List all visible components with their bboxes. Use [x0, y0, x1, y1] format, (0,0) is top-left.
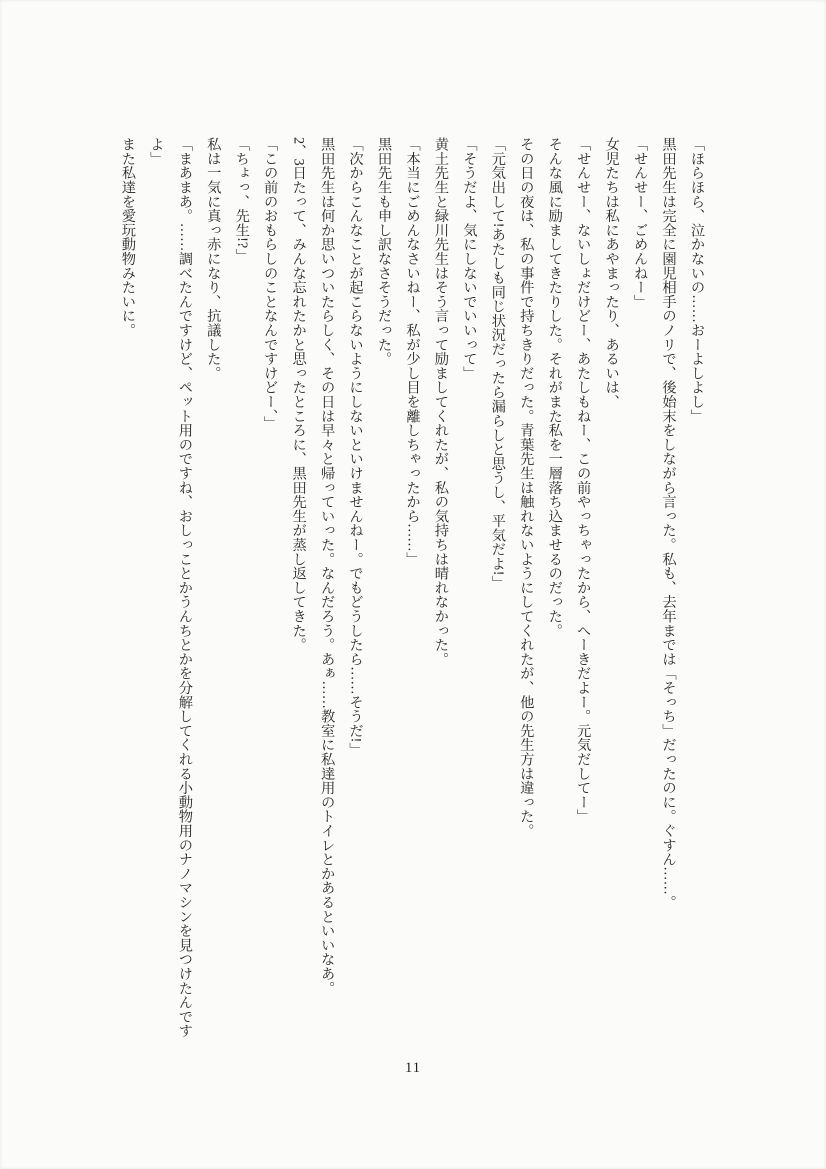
text-line: 「元気出して!あたしも同じ状況だったら漏らしと思うし、平気だよ!」 [489, 137, 506, 590]
text-line: 黒田先生は完全に園児相手のノリで、後始末をしながら言った。私も、去年までは「そっち」だったのに。ぐすん……。 [660, 137, 677, 910]
text-line: 「そうだよ、気にしないでいいって」 [461, 137, 478, 381]
text-line: 黄土先生と緑川先生はそう言って励ましてくれたが、私の気持ちは晴れなかった。 [432, 137, 449, 667]
page-number: 11 [405, 1060, 421, 1076]
text-line: 黒田先生は何か思いついたらしく、その日は早々と帰っていった。なんだろう。あぁ……教室に私達用のトイレとかあるといいなあ。 [319, 137, 336, 995]
text-line: 「本当にごめんなさいねー、私が少し目を離しちゃったから……」 [404, 137, 421, 566]
vertical-text-block [113, 137, 711, 1042]
text-line: 「せんせー、ないしょだけどー、あたしもねー、この前やっちゃったから、へーきだよー。元気だしてー」 [575, 137, 592, 824]
text-line: 「せんせー、ごめんねー」 [632, 137, 649, 309]
text-line: 黒田先生も申し訳なさそうだった。 [376, 137, 393, 366]
text-line: 「まあまあ。……調べたんですけど、ペット用のですね、おしっことかうんちとかを分解してくれる小動物用のナノマシンを見つけたんですよ」 [148, 137, 193, 1038]
text-line: 「ちょっ、先生!?」 [233, 137, 250, 263]
text-line: 2、3日たって、みんな忘れたかと思ったところに、黒田先生が蒸し返してきた。 [290, 137, 307, 652]
text-line: 「ほらほら、泣かないの……おーよしよし」 [689, 137, 705, 423]
text-line: 私は一気に真っ赤になり、抗議した。 [205, 137, 222, 381]
text-line: 「次からこんなことが起こらないようにしないといけませんねー。でもどうしたら……そうだ!」 [347, 137, 364, 757]
text-line: 「この前のおもらしのことなんですけどー、」 [262, 137, 279, 431]
text-line: 女児たちは私にあやまったり、あるいは、 [603, 137, 620, 409]
text-line: その日の夜は、私の事件で持ちきりだった。青葉先生は触れないようにしてくれたが、他の先生方は違った。 [518, 137, 535, 838]
text-line: そんな風に励ましてきたりした。それがまた私を一層落ち込ませるのだった。 [546, 137, 563, 638]
text-line: また私達を愛玩動物みたいに。 [119, 137, 136, 338]
